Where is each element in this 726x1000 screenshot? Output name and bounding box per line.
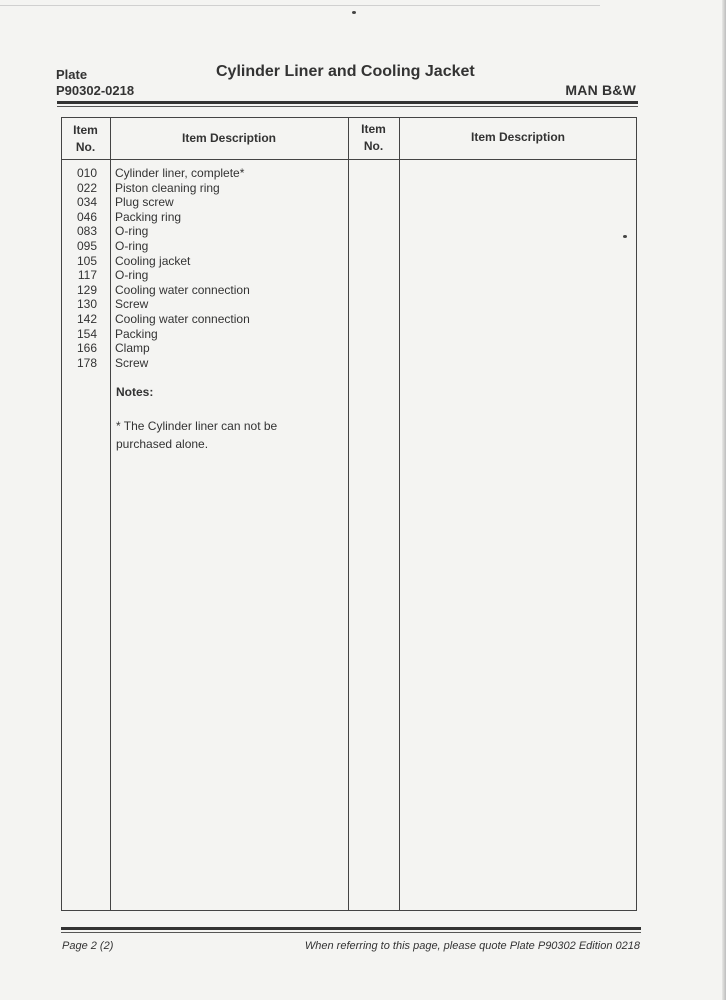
column-header-item-no-line1: Item [73, 123, 98, 137]
item-number: 178 [76, 355, 97, 370]
table-row [64, 312, 344, 327]
item-description: Piston cleaning ring [115, 180, 220, 195]
table-row [64, 254, 344, 269]
footer-rule [61, 927, 641, 930]
item-description: Packing ring [115, 209, 182, 224]
column-header-item-description-right: Item Description [470, 130, 566, 144]
footer-rule-thin [61, 932, 641, 933]
footer-reference-note: When referring to this page, please quote Plate P90302 Edition 0218 [304, 940, 640, 952]
header-rule [57, 101, 638, 104]
table-row [64, 341, 344, 356]
table-row [64, 181, 344, 196]
column-divider [399, 117, 400, 911]
item-description: Cooling jacket [115, 253, 191, 268]
item-number: 154 [76, 326, 97, 341]
item-number: 083 [76, 224, 97, 239]
item-description: O-ring [115, 224, 149, 239]
table-row [64, 283, 344, 298]
item-description: Screw [115, 297, 149, 312]
footer-page-number: Page 2 (2) [62, 940, 114, 952]
scan-page-edge [722, 0, 726, 1000]
item-number: 022 [76, 180, 97, 195]
brand-logo-text: MAN B&W [565, 82, 636, 98]
item-description: Cylinder liner, complete* [115, 166, 245, 180]
table-row [64, 239, 344, 254]
item-description: Clamp [115, 341, 150, 356]
page-title: Cylinder Liner and Cooling Jacket [216, 63, 475, 80]
table-row [64, 195, 344, 210]
column-header-item-no-line1: Item [361, 122, 386, 136]
table-row [64, 224, 344, 239]
item-number: 129 [76, 282, 97, 297]
table-row [64, 297, 344, 312]
column-divider [348, 117, 349, 911]
item-number: 095 [76, 238, 97, 253]
item-number: 142 [76, 311, 97, 326]
item-description: Packing [115, 326, 158, 341]
scan-top-rule [0, 5, 600, 6]
item-description: O-ring [115, 268, 149, 283]
item-number: 117 [77, 268, 97, 283]
header-rule-thin [57, 106, 638, 107]
item-description: O-ring [115, 238, 149, 253]
column-header-item-no-right [348, 121, 399, 155]
table-row [64, 327, 344, 342]
item-description: Cooling water connection [115, 311, 250, 326]
column-header-item-no-line2: No. [75, 140, 96, 154]
table-row [64, 268, 344, 283]
notes-text-line-2: purchased alone. [116, 437, 209, 451]
plate-label: Plate [56, 67, 88, 82]
item-number: 010 [76, 166, 97, 180]
notes-heading: Notes: [116, 385, 154, 399]
item-number: 166 [76, 341, 97, 356]
item-number: 130 [76, 297, 97, 312]
notes-text-line-1: * The Cylinder liner can not be [116, 419, 278, 433]
item-number: 046 [76, 209, 97, 224]
column-header-item-description: Item Description [181, 131, 277, 145]
item-description: Screw [115, 355, 149, 370]
column-header-item-no-line2: No. [363, 139, 384, 153]
table-row [64, 210, 344, 225]
column-header-item-no [61, 122, 110, 156]
plate-number: P90302-0218 [56, 83, 135, 98]
item-list [64, 166, 344, 370]
table-row [64, 166, 344, 181]
item-number: 034 [76, 195, 97, 210]
item-number: 105 [76, 253, 97, 268]
item-description: Cooling water connection [115, 282, 250, 297]
item-description: Plug screw [115, 195, 174, 210]
table-header-divider [61, 159, 637, 160]
table-row [64, 356, 344, 371]
scan-speck [352, 11, 356, 14]
